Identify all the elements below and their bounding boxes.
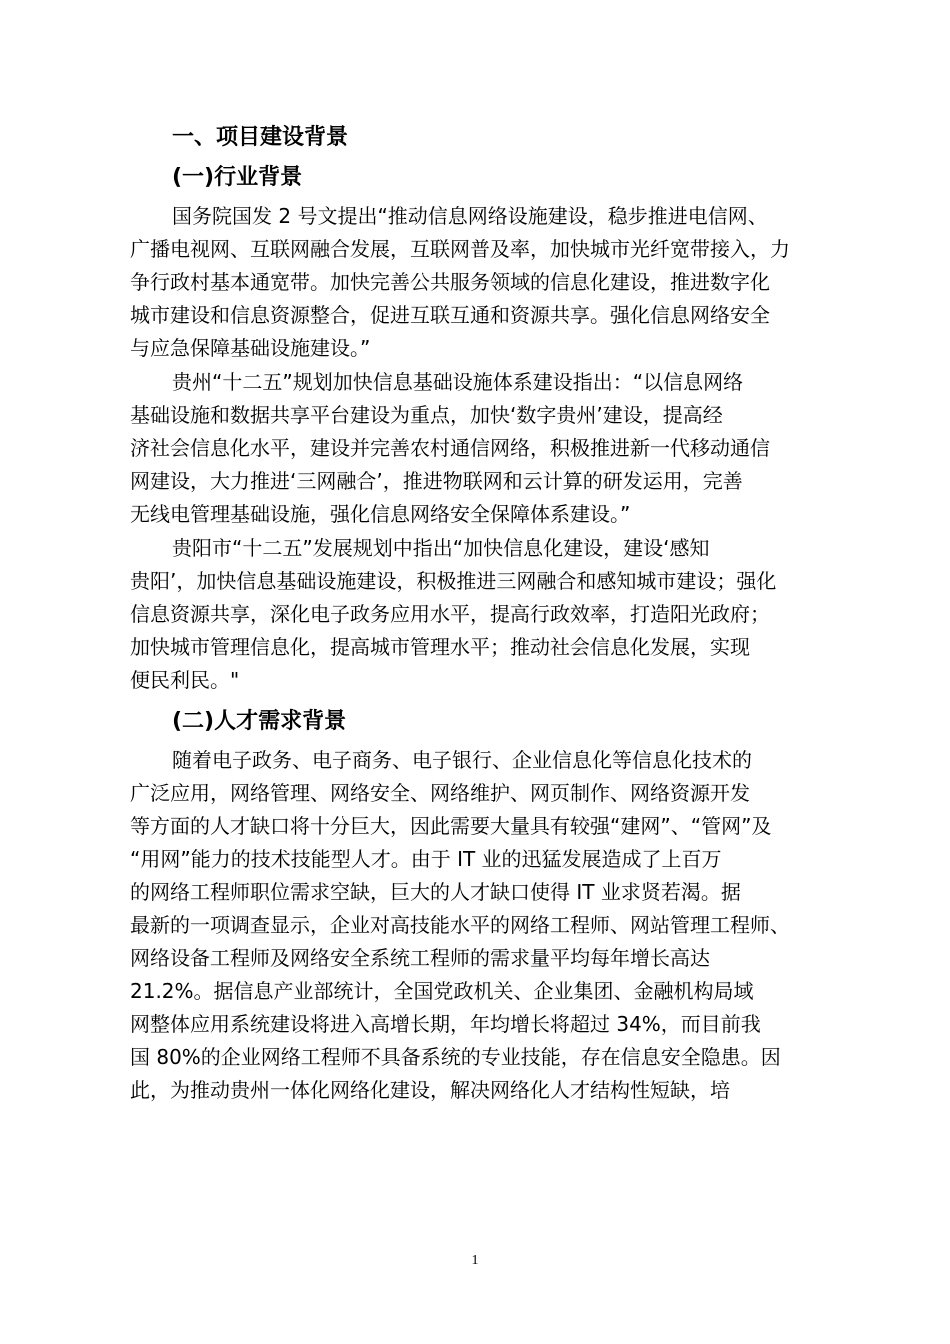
paragraph-line: 信息资源共享，深化电子政务应用水平，提高行政效率，打造阳光政府； — [130, 602, 770, 626]
paragraph-line: 随着电子政务、电子商务、电子银行、企业信息化等信息化技术的 — [172, 748, 752, 772]
paragraph-line: 济社会信息化水平，建设并完善农村通信网络，积极推进新一代移动通信 — [130, 436, 770, 460]
main-heading: 一、项目建设背景 — [172, 125, 349, 150]
paragraph-line: “用网”能力的技术技能型人才。由于 IT 业的迅猛发展造成了上百万 — [130, 847, 722, 871]
paragraph-line: 网整体应用系统建设将进入高增长期，年均增长将超过 34%，而目前我 — [130, 1012, 761, 1036]
paragraph-line: 与应急保障基础设施建设。” — [130, 336, 371, 360]
paragraph-line: 贵州“十二五”规划加快信息基础设施体系建设指出：“以信息网络 — [172, 370, 744, 394]
paragraph-line: 争行政村基本通宽带。加快完善公共服务领域的信息化建设，推进数字化 — [130, 270, 770, 294]
paragraph-line: 城市建设和信息资源整合，促进互联互通和资源共享。强化信息网络安全 — [130, 303, 770, 327]
paragraph-line: 基础设施和数据共享平台建设为重点，加快‘数字贵州’建设，提高经 — [130, 403, 723, 427]
paragraph-line: 等方面的人才缺口将十分巨大，因此需要大量具有较强“建网”、“管网”及 — [130, 814, 772, 838]
section-title-talent-demand: (二)人才需求背景 — [172, 709, 347, 734]
paragraph-line: 国务院国发 2 号文提出“推动信息网络设施建设，稳步推进电信网、 — [172, 204, 768, 228]
paragraph-line: 贵阳’，加快信息基础设施建设，积极推进三网融合和感知城市建设；强化 — [130, 569, 777, 593]
paragraph-line: 21.2%。据信息产业部统计，全国党政机关、企业集团、金融机构局域 — [130, 979, 754, 1003]
paragraph-line: 便民利民。" — [130, 668, 240, 692]
paragraph-line: 此，为推动贵州一体化网络化建设，解决网络化人才结构性短缺，培 — [130, 1078, 730, 1102]
paragraph-line: 网建设，大力推进‘三网融合’，推进物联网和云计算的研发运用，完善 — [130, 469, 743, 493]
paragraph-line: 最新的一项调查显示，企业对高技能水平的网络工程师、网站管理工程师、 — [130, 913, 790, 937]
paragraph-line: 加快城市管理信息化，提高城市管理水平；推动社会信息化发展，实现 — [130, 635, 750, 659]
paragraph-line: 网络设备工程师及网络安全系统工程师的需求量平均每年增长高达 — [130, 946, 710, 970]
page-number: 1 — [471, 1253, 479, 1268]
paragraph-line: 国 80%的企业网络工程师不具备系统的专业技能，存在信息安全隐患。因 — [130, 1045, 781, 1069]
paragraph-line: 的网络工程师职位需求空缺，巨大的人才缺口使得 IT 业求贤若渴。据 — [130, 880, 741, 904]
paragraph-line: 无线电管理基础设施，强化信息网络安全保障体系建设。” — [130, 502, 631, 526]
section-title-industry-background: (一)行业背景 — [172, 165, 303, 190]
paragraph-line: 贵阳市“十二五”发展规划中指出“加快信息化建设，建设‘感知 — [172, 536, 710, 560]
paragraph-line: 广播电视网、互联网融合发展，互联网普及率，加快城市光纤宽带接入，力 — [130, 237, 790, 261]
paragraph-line: 广泛应用，网络管理、网络安全、网络维护、网页制作、网络资源开发 — [130, 781, 750, 805]
